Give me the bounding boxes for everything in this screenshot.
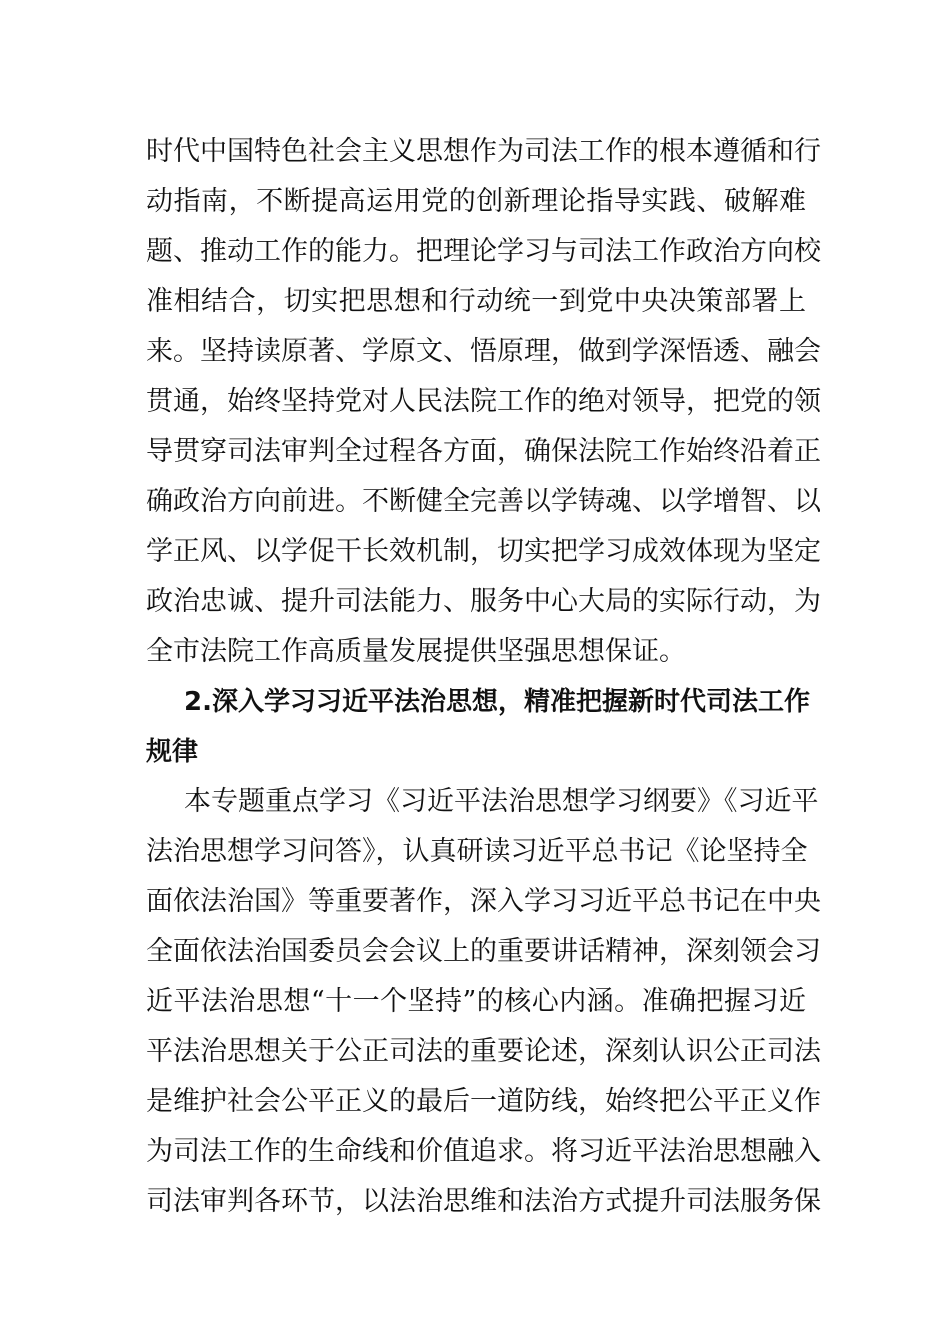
heading-line: 2.深入学习习近平法治思想，精准把握新时代司法工作 (184, 687, 810, 717)
text-line: 面依法治国》等重要著作，深入学习习近平总书记在中央 (146, 886, 821, 917)
text-line: 本专题重点学习《习近平法治思想学习纲要》《习近平 (184, 786, 819, 817)
text-line: 学正风、以学促干长效机制，切实把学习成效体现为坚定 (146, 536, 821, 567)
text-line: 题、推动工作的能力。把理论学习与司法工作政治方向校 (146, 236, 821, 267)
text-line: 确政治方向前进。不断健全完善以学铸魂、以学增智、以 (146, 486, 821, 517)
text-line: 动指南，不断提高运用党的创新理论指导实践、破解难 (146, 186, 806, 217)
text-line: 全面依法治国委员会会议上的重要讲话精神，深刻领会习 (146, 936, 821, 967)
text-line: 近平法治思想“十一个坚持”的核心内涵。准确把握习近 (146, 986, 806, 1017)
text-line: 法治思想学习问答》，认真研读习近平总书记《论坚持全 (146, 836, 808, 867)
text-line: 准相结合，切实把思想和行动统一到党中央决策部署上 (146, 286, 806, 317)
text-line: 贯通，始终坚持党对人民法院工作的绝对领导，把党的领 (146, 386, 821, 417)
text-line: 司法审判各环节，以法治思维和法治方式提升司法服务保 (146, 1186, 821, 1217)
text-line: 为司法工作的生命线和价值追求。将习近平法治思想融入 (146, 1136, 821, 1167)
heading-line: 规律 (146, 737, 199, 767)
text-line: 是维护社会公平正义的最后一道防线，始终把公平正义作 (146, 1086, 821, 1117)
text-line: 政治忠诚、提升司法能力、服务中心大局的实际行动，为 (146, 586, 821, 617)
text-line: 导贯穿司法审判全过程各方面，确保法院工作始终沿着正 (146, 436, 821, 467)
text-line: 平法治思想关于公正司法的重要论述，深刻认识公正司法 (146, 1036, 821, 1067)
text-line: 全市法院工作高质量发展提供坚强思想保证。 (146, 636, 686, 667)
text-line: 时代中国特色社会主义思想作为司法工作的根本遵循和行 (146, 136, 821, 167)
text-line: 来。坚持读原著、学原文、悟原理，做到学深悟透、融会 (146, 336, 821, 367)
